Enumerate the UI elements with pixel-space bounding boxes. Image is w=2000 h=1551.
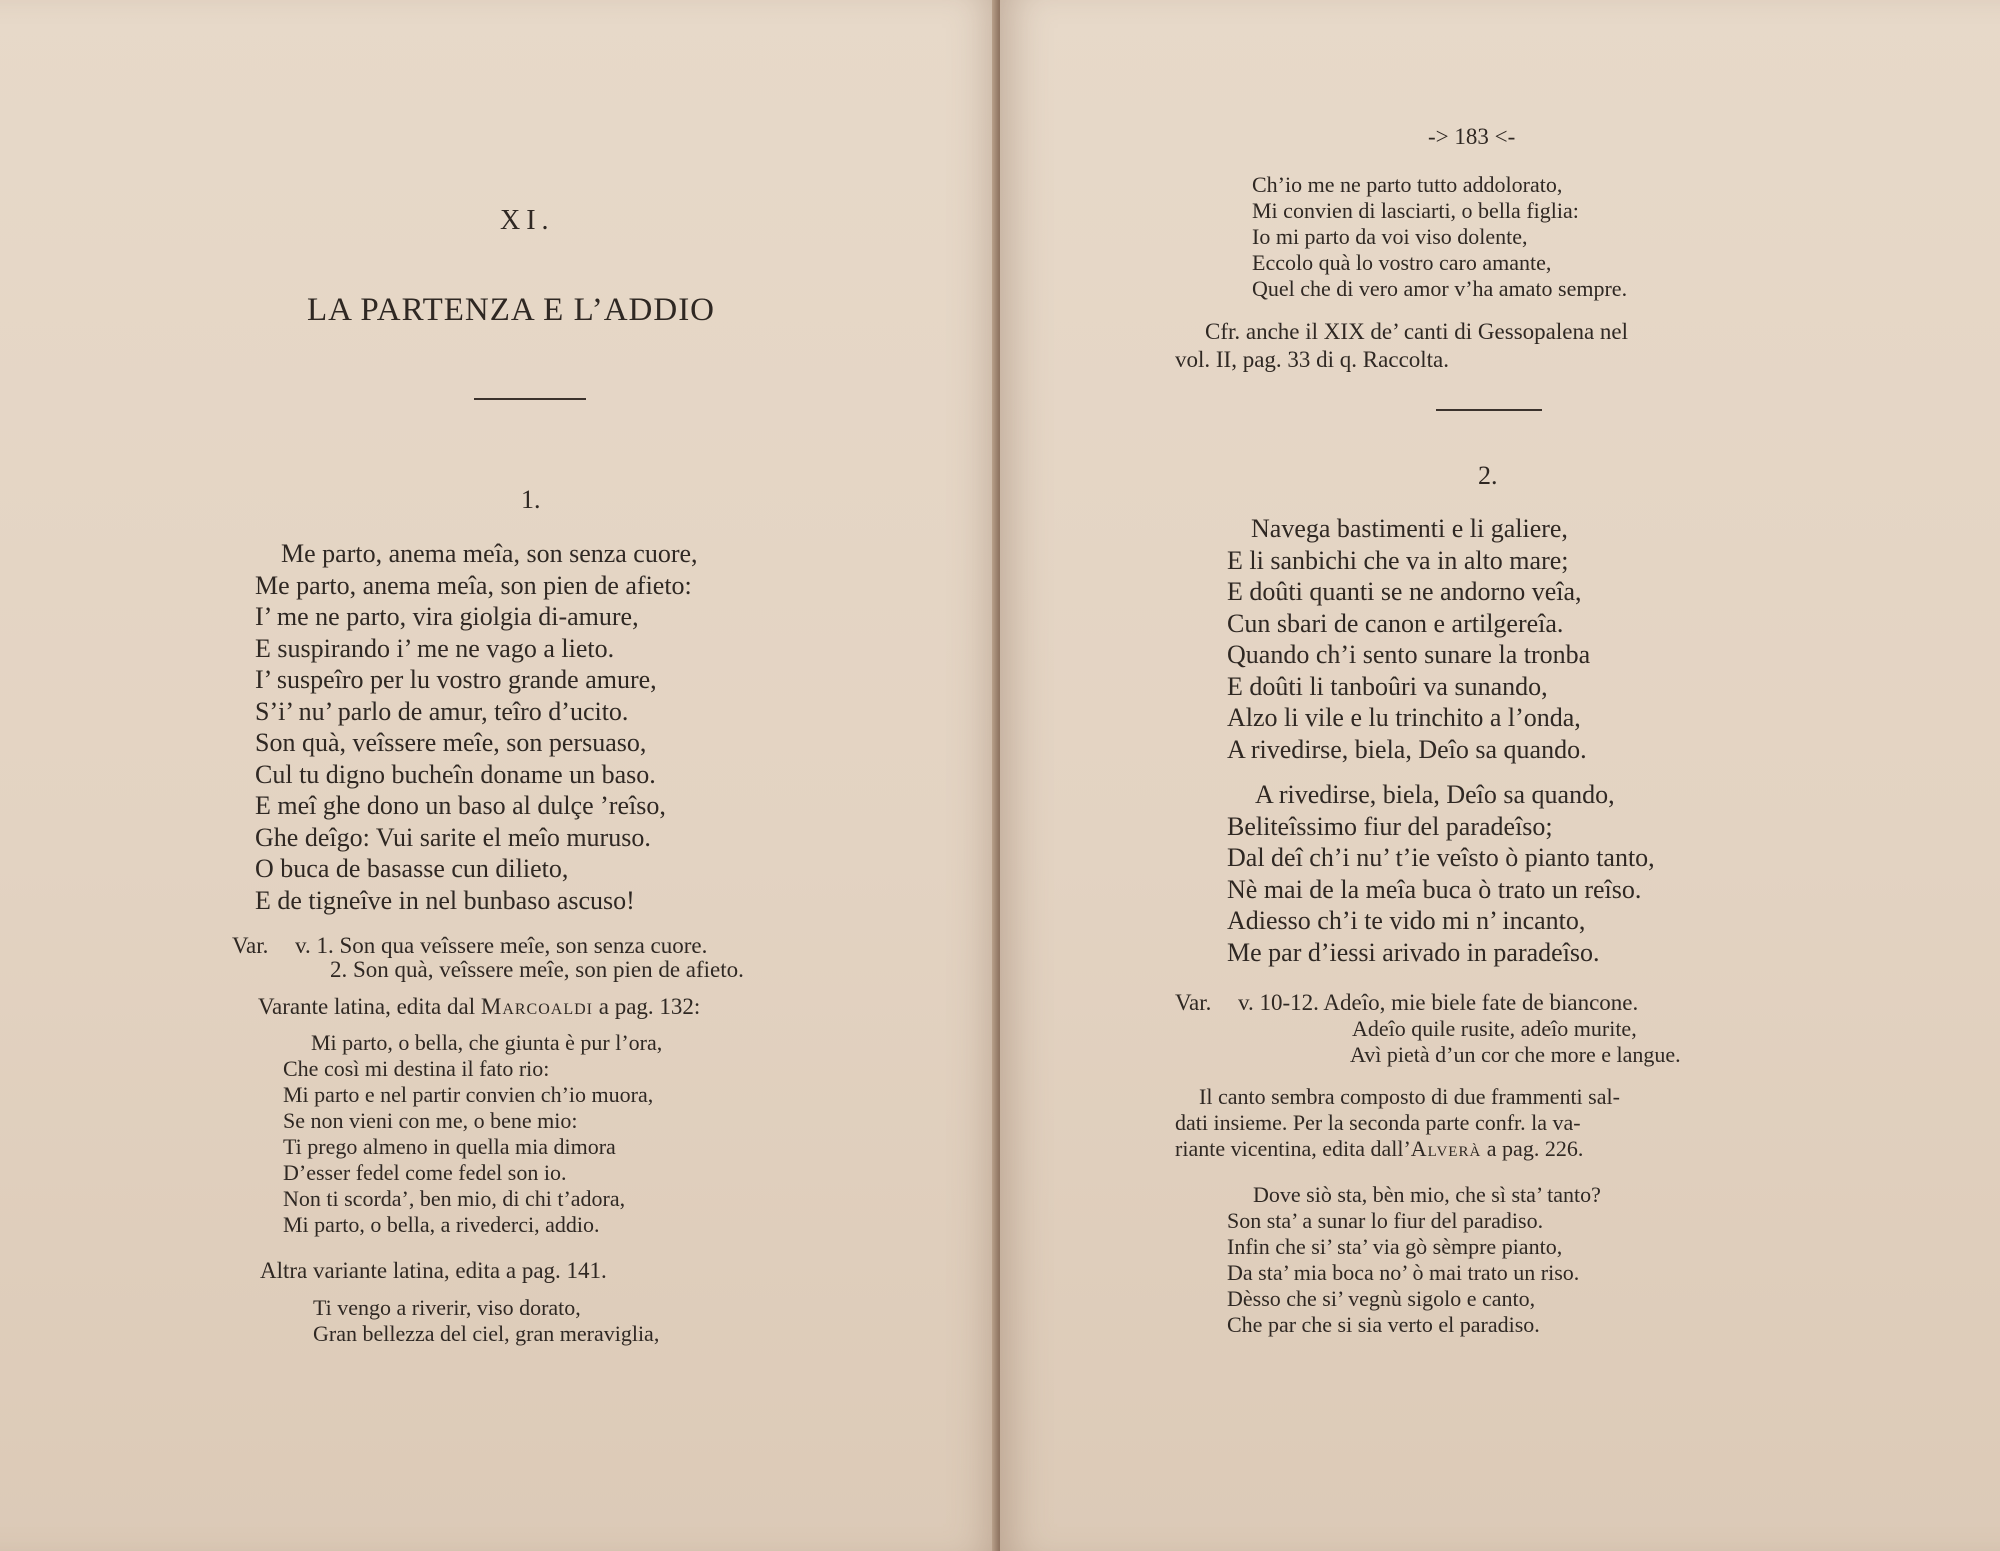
poem-line: Mi convien di lasciarti, o bella figlia: <box>1252 198 1579 223</box>
cross-reference-line: Cfr. anche il XIX de’ canti di Gessopalena nel <box>1205 319 1629 344</box>
variant-poem-line: Che par che si sia verto el paradiso. <box>1227 1312 1540 1337</box>
variant-poem-line: Se non vieni con me, o bene mio: <box>283 1108 578 1133</box>
right-page <box>1000 0 2000 1551</box>
chapter-title: LA PARTENZA E L’ADDIO <box>307 292 716 328</box>
variant-poem-line: Ti prego almeno in quella mia dimora <box>283 1134 616 1159</box>
variant-poem-line: Ti vengo a riverir, viso dorato, <box>313 1295 581 1320</box>
commentary-line: riante vicentina, edita dall’Alverà a pag. 226. <box>1175 1136 1584 1161</box>
poem-line: I’ me ne parto, vira giolgia di-amure, <box>255 602 639 631</box>
author-name: Marcoaldi <box>480 994 593 1019</box>
variant-intro: Varante latina, edita dal Marcoaldi a pag. 132: <box>258 994 701 1019</box>
variant-poem-line: Non ti scorda’, ben mio, di chi t’adora, <box>283 1186 626 1211</box>
page-number: -> 183 <- <box>1428 124 1516 149</box>
poem-line: Cul tu digno bucheîn doname un baso. <box>255 759 656 789</box>
poem-line: O buca de basasse cun dilieto, <box>255 854 569 883</box>
poem-stanza <box>255 538 815 918</box>
poem-line: Navega bastimenti e li galiere, <box>1251 514 1568 543</box>
cross-reference-line: vol. II, pag. 33 di q. Raccolta. <box>1175 347 1450 372</box>
poem-line: Io mi parto da voi viso dolente, <box>1252 224 1528 249</box>
poem-line: Adiesso ch’i te vido mi n’ incanto, <box>1227 906 1586 935</box>
variant-line: v. 10-12. Adeîo, mie biele fate de biancone. <box>1238 990 1639 1015</box>
commentary-line: Il canto sembra composto di due frammenti sal- <box>1199 1084 1620 1109</box>
variant-line: Adeîo quile rusite, adeîo murite, <box>1352 1016 1637 1041</box>
poem-line: Beliteîssimo fiur del paradeîso; <box>1227 811 1553 841</box>
poem-line: E doûti quanti se ne andorno veîa, <box>1227 577 1582 606</box>
poem-line: Nè mai de la meîa buca ò trato un reîso. <box>1227 874 1642 904</box>
variant-poem-line: Dove siò sta, bèn mio, che sì sta’ tanto? <box>1253 1182 1601 1207</box>
poem-line: Me par d’iessi arivado in paradeîso. <box>1227 937 1600 967</box>
variant-poem-line: Infin che si’ sta’ via gò sèmpre pianto, <box>1227 1234 1563 1259</box>
poem-line: Ch’io me ne parto tutto addolorato, <box>1252 172 1563 197</box>
poem-line: Me parto, anema meîa, son senza cuore, <box>281 539 698 568</box>
variant-poem-line: Mi parto e nel partir convien ch’io muora, <box>283 1082 654 1107</box>
poem-line: I’ suspeîro per lu vostro grande amure, <box>255 665 657 694</box>
poem-line: E meî ghe dono un baso al dulçe ’reîso, <box>255 791 666 820</box>
author-name: Alverà <box>1410 1136 1482 1161</box>
poem-line: Cun sbari de canon e artilgereîa. <box>1227 608 1564 638</box>
variant-poem-line: Dèsso che si’ vegnù sigolo e canto, <box>1227 1286 1536 1311</box>
poem-line: E li sanbichi che va in alto mare; <box>1227 545 1569 575</box>
poem-line: Eccolo quà lo vostro caro amante, <box>1252 250 1552 275</box>
poem-line: Alzo li vile e lu trinchito a l’onda, <box>1227 703 1581 732</box>
section-divider <box>1436 409 1542 411</box>
variant-label: Var. <box>1175 990 1212 1015</box>
poem-line: A rivedirse, biela, Deîo sa quando, <box>1255 780 1615 809</box>
variant-intro: Altra variante latina, edita a pag. 141. <box>260 1258 607 1283</box>
variant-line: v. 1. Son qua veîssere meîe, son senza cuore. <box>295 933 708 958</box>
variant-line: Avì pietà d’un cor che more e langue. <box>1350 1042 1681 1067</box>
song-number: 1. <box>521 485 541 514</box>
poem-line: Son quà, veîssere meîe, son persuaso, <box>255 728 647 757</box>
section-number: XI. <box>500 205 555 236</box>
variant-poem-line: Son sta’ a sunar lo fiur del paradiso. <box>1227 1208 1544 1233</box>
poem-line: E suspirando i’ me ne vago a lieto. <box>255 633 615 663</box>
variant-poem-line: Gran bellezza del ciel, gran meraviglia, <box>313 1321 660 1346</box>
variant-poem-line: Da sta’ mia boca no’ ò mai trato un riso. <box>1227 1260 1580 1285</box>
title-divider <box>474 398 586 400</box>
poem-line: S’i’ nu’ parlo de amur, teîro d’ucito. <box>255 696 629 726</box>
poem-line: A rivedirse, biela, Deîo sa quando. <box>1227 734 1587 764</box>
poem-line: E doûti li tanboûri va sunando, <box>1227 671 1548 701</box>
poem-line: Dal deî ch’i nu’ t’ie veîsto ò pianto tanto, <box>1227 843 1655 872</box>
variant-line: 2. Son quà, veîssere meîe, son pien de afieto. <box>330 957 744 982</box>
variant-poem-line: Mi parto, o bella, che giunta è pur l’ora, <box>311 1030 663 1055</box>
poem-line: Me parto, anema meîa, son pien de afieto: <box>255 570 692 600</box>
variant-poem-line: Mi parto, o bella, a rivederci, addio. <box>283 1212 600 1237</box>
commentary-line: dati insieme. Per la seconda parte confr. la va- <box>1175 1110 1581 1135</box>
poem-line: Quando ch’i sento sunare la tronba <box>1227 640 1591 669</box>
variant-poem-line: D’esser fedel come fedel son io. <box>283 1160 567 1185</box>
variant-label: Var. <box>232 933 269 958</box>
poem-line: E de tigneîve in nel bunbaso ascuso! <box>255 885 635 915</box>
poem-line: Quel che di vero amor v’ha amato sempre. <box>1252 276 1628 301</box>
poem-line: Ghe deîgo: Vui sarite el meîo muruso. <box>255 822 651 852</box>
variant-poem-line: Che così mi destina il fato rio: <box>283 1056 550 1081</box>
song-number: 2. <box>1478 461 1498 490</box>
